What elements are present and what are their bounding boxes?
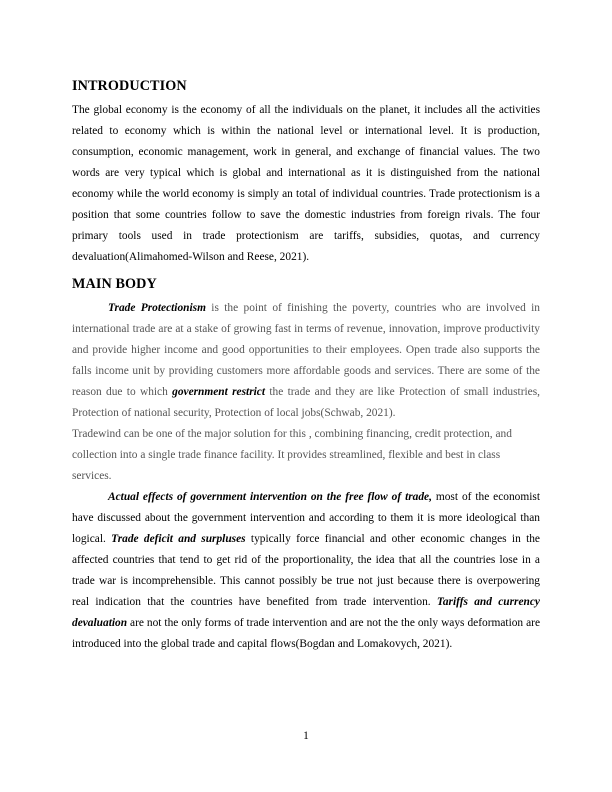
paragraph-text: are not the only forms of trade intervention and are not the the only ways deformation are introduced into the global trade and capital flows(Bogdan and Lomakovych, 2021). — [72, 617, 540, 650]
paragraph-text: is the point of finishing the poverty, countries who are involved in international trade are at a stake of growing fast in terms of revenue, innovation, improve productivity and provide higher income and good opportunities to their employees. Open trade also supports the falls income unit by providing customers more affordable goods and services. There are some of the reason due to which — [72, 302, 540, 398]
term-actual-effects: Actual effects of government intervention on the free flow of trade, — [108, 491, 432, 503]
term-tariffs-devaluation: Tariffs and currency devaluation — [72, 596, 540, 629]
introduction-paragraph: The global economy is the economy of all the individuals on the planet, it includes all the activities related to economy which is within the national level or international level. It is production, consumption, economic management, work in general, and exchange of financial values. The two words are very typical which is global and international as it is distinguished from the national economy while the world economy is simply an total of individual countries. Trade protectionism is a position that some countries follow to save the domestic industries from foreign rivals. The four primary tools used in trade protectionism are tariffs, subsidies, quotas, and currency devaluation(Alimahomed-Wilson and Reese, 2021). — [72, 104, 540, 263]
paragraph-text: the trade and they are like Protection of small industries, Protection of national security, Protection of local jobs(Schwab, 2021). — [72, 386, 541, 419]
page-content — [72, 76, 540, 655]
main-body-paragraph-2: Tradewind can be one of the major solution for this , combining financing, credit protection, and collection into a single trade finance facility. It provides streamlined, flexible and best in class services. — [72, 428, 512, 482]
term-trade-protectionism: Trade Protectionism — [108, 302, 206, 314]
main-body-heading: MAIN BODY — [72, 276, 157, 292]
main-body-paragraph-1 — [72, 298, 540, 424]
term-government-restrict: government restrict — [172, 386, 266, 398]
term-trade-deficit: Trade deficit and surpluses — [111, 533, 246, 545]
page-number: 1 — [303, 730, 309, 742]
paragraph-text: most of the economist have discussed about the government intervention and according to them it is more ideological than logical. — [72, 491, 540, 545]
paragraph-text: typically force financial and other economic changes in the affected countries that tend to get rid of the proportionality, the idea that all the countries lose in a trade war is incomprehensible. This cannot possibly be true not just because there is overpowering real indication that the countries have benefited from trade intervention. — [72, 533, 540, 608]
introduction-heading: INTRODUCTION — [72, 78, 187, 94]
main-body-paragraph-3 — [72, 487, 540, 655]
